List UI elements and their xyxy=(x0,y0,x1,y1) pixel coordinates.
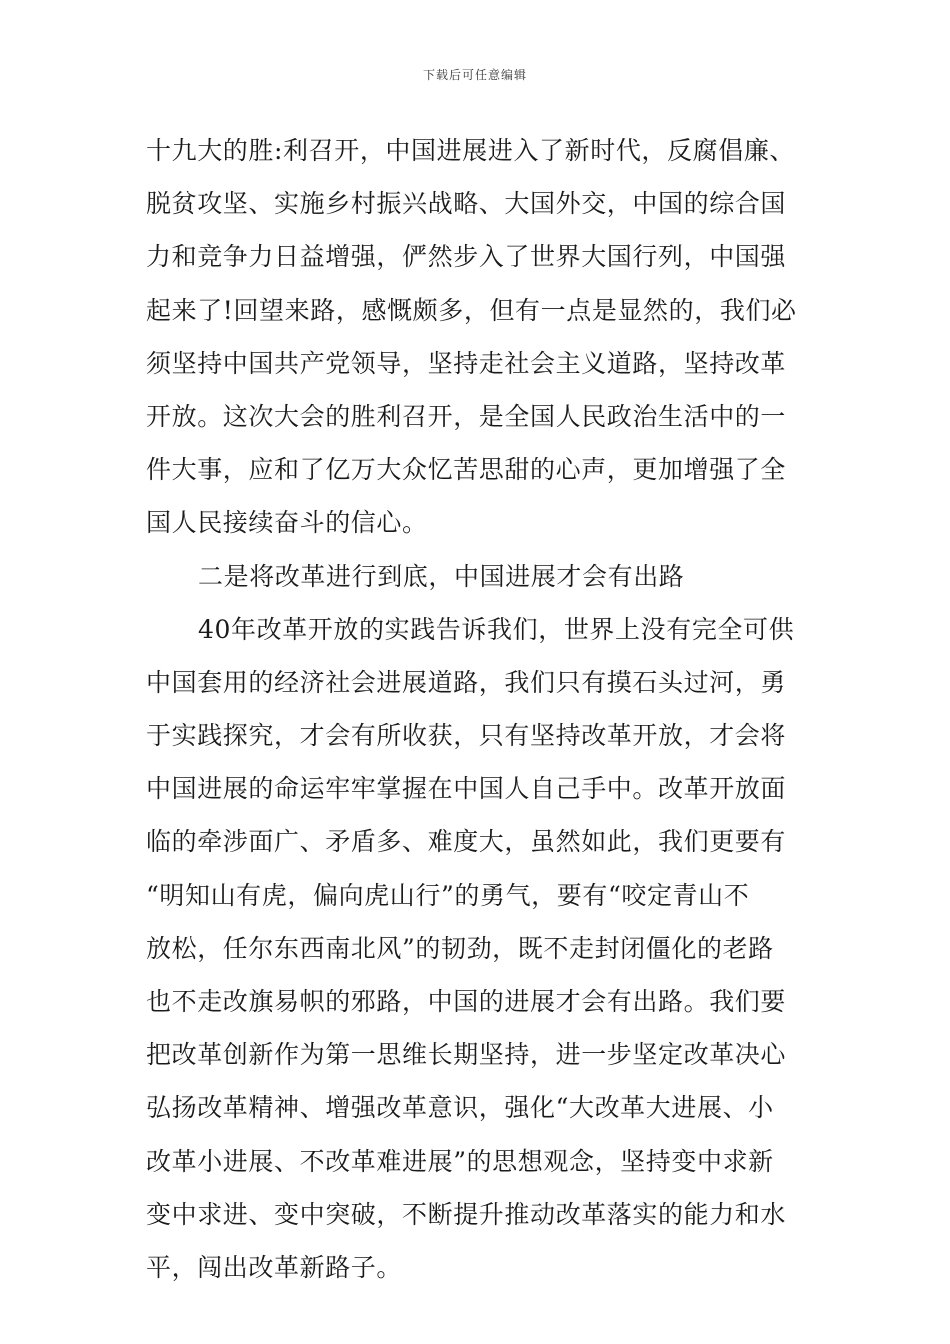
text-line: 把改革创新作为第一思维长期坚持，进一步坚定改革决心 xyxy=(146,1040,787,1070)
paragraph-1 xyxy=(146,124,810,550)
text-line: 力和竞争力日益增强，俨然步入了世界大国行列，中国强 xyxy=(146,242,787,272)
text-line: 中国套用的经济社会进展道路，我们只有摸石头过河，勇 xyxy=(146,667,787,697)
page-header: 下载后可任意编辑 xyxy=(422,68,527,82)
text-line: 开放。这次大会的胜利召开，是全国人民政治生活中的一 xyxy=(146,401,787,431)
text-line: 中国进展的命运牢牢掌握在中国人自己手中。改革开放面 xyxy=(146,774,787,804)
text-line: 平，闯出改革新路子。 xyxy=(146,1252,403,1282)
text-line: 也不走改旗易帜的邪路，中国的进展才会有出路。我们要 xyxy=(146,987,787,1016)
text-line: 临的牵涉面广、矛盾多、难度大，虽然如此，我们更要有 xyxy=(146,827,787,857)
text-line: 放松，任尔东西南北风”的韧劲，既不走封闭僵化的老路 xyxy=(146,933,774,963)
heading-line: 二是将改革进行到底，中国进展才会有出路 xyxy=(198,561,685,591)
text-line: 脱贫攻坚、实施乡村振兴战略、大国外交，中国的综合国 xyxy=(146,189,787,219)
text-line: 十九大的胜:利召开，中国进展进入了新时代，反腐倡廉、 xyxy=(146,136,796,165)
text-line: “明知山有虎，偏向虎山行”的勇气，要有“咬定青山不 xyxy=(146,880,750,910)
text-line: 于实践探究，才会有所收获，只有坚持改革开放，才会将 xyxy=(146,721,787,751)
text-line: 须坚持中国共产党领导，坚持走社会主义道路，坚持改革 xyxy=(146,348,787,378)
text-line: 变中求进、变中突破，不断提升推动改革落实的能力和水 xyxy=(146,1199,787,1229)
text-line: 改革小进展、不改革难进展”的思想观念，坚持变中求新 xyxy=(146,1146,774,1176)
document-body xyxy=(146,124,810,1294)
text-line: 国人民接续奋斗的信心。 xyxy=(146,508,428,538)
paragraph-3 xyxy=(146,603,810,1294)
text-line: 40年改革开放的实践告诉我们，世界上没有完全可供 xyxy=(198,614,795,644)
section-heading xyxy=(146,550,810,603)
text-line: 件大事，应和了亿万大众忆苦思甜的心声，更加增强了全 xyxy=(146,455,787,485)
text-line: 弘扬改革精神、增强改革意识，强化“大改革大进展、小 xyxy=(146,1093,774,1123)
text-line: 起来了!回望来路，感慨颇多，但有一点是显然的，我们必 xyxy=(146,295,797,325)
